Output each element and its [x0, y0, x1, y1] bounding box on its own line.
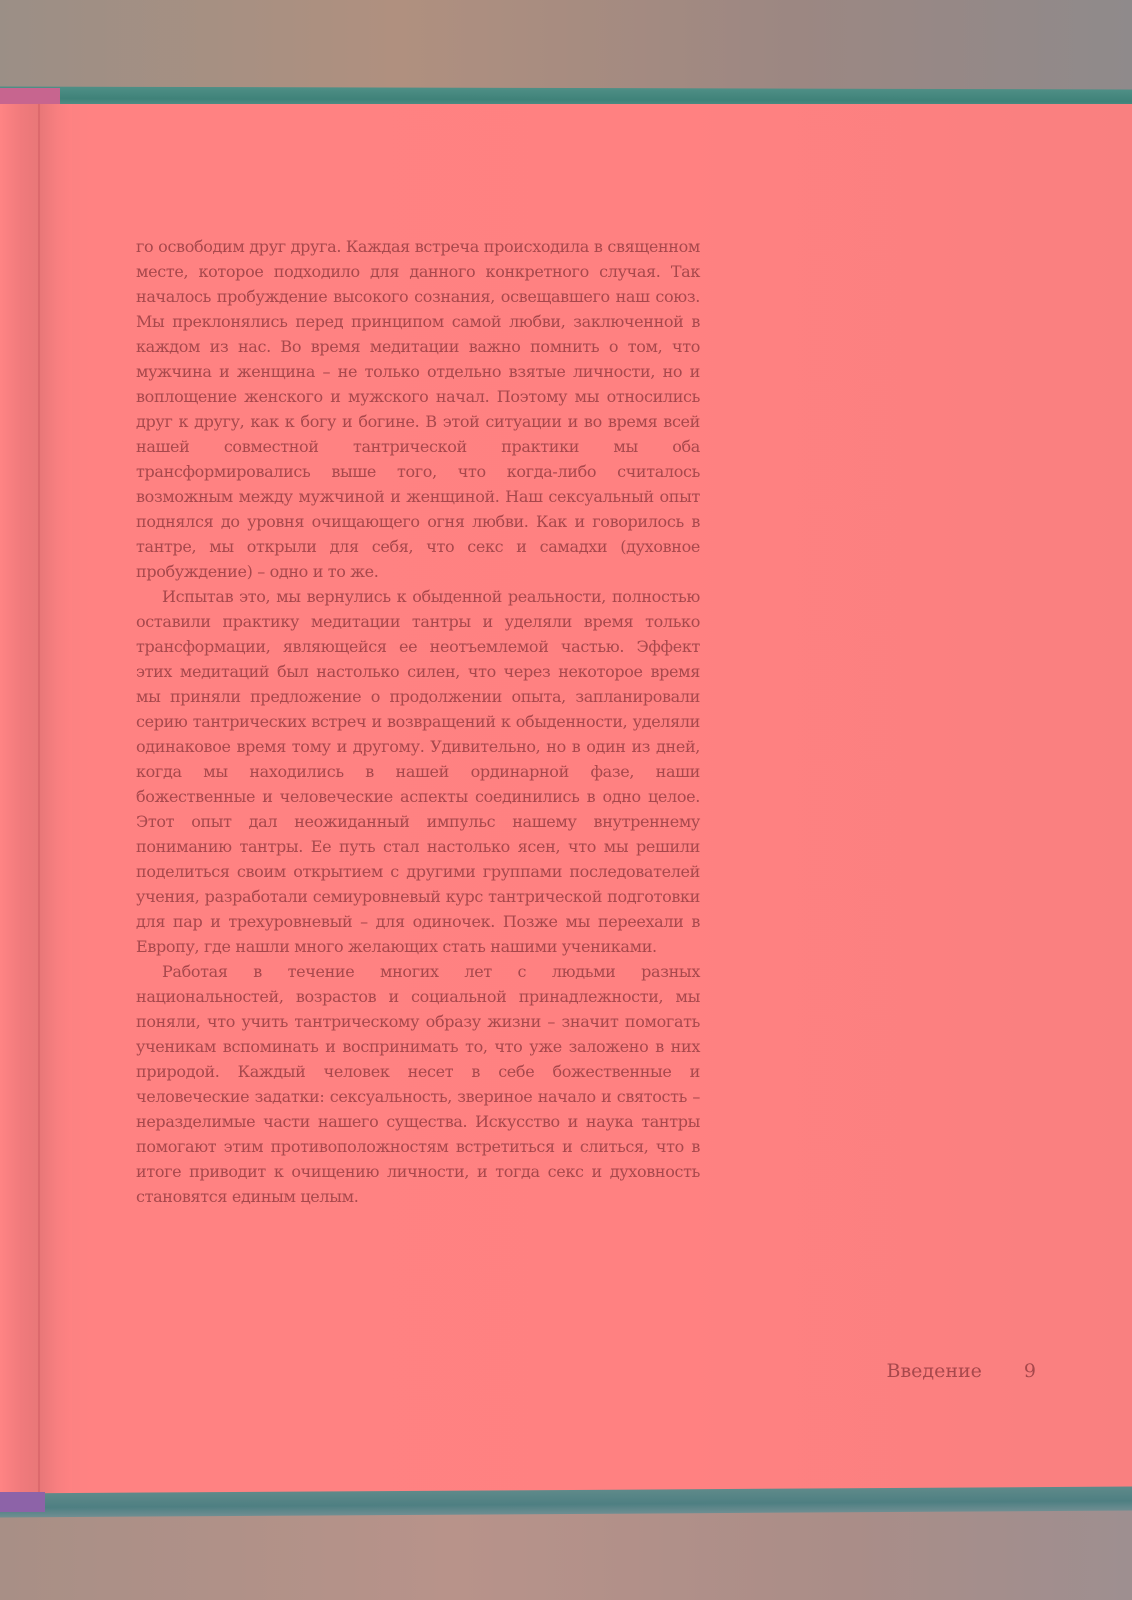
body-text — [136, 234, 700, 1209]
page-number: 9 — [1023, 1360, 1036, 1382]
page-spine-shadow — [0, 104, 72, 1496]
book-page — [0, 104, 1132, 1496]
paragraph-2: Испытав это, мы вернулись к обыденной реальности, полностью оставили практику медитации тантры и уделяли время только трансформации, являющейся ее неотъемлемой частью. Эффект этих медитаций был настолько силен, что через некоторое время мы приняли предложение о продолжении опыта, запланировали серию тантрических встреч и возвращений к обыденности, уделяли одинаковое время тому и другому. Удивительно, но в один из дней, когда мы находились в нашей ординарной фазе, наши божественные и человеческие аспекты соединились в одно целое. Этот опыт дал неожиданный импульс нашему внутреннему пониманию тантры. Ее путь стал настолько ясен, что мы решили поделиться своим открытием с другими группами последователей учения, разработали семиуровневый курс тантрической подготовки для пар и трехуровневый – для одиночек. Позже мы переехали в Европу, где нашли много желающих стать нашими учениками. — [136, 587, 700, 956]
paragraph-3: Работая в течение многих лет с людьми разных национальностей, возрастов и социальной принадлежности, мы поняли, что учить тантрическому образу жизни – значит помогать ученикам вспоминать и воспринимать то, что уже заложено в них природой. Каждый человек несет в себе божественные и человеческие задатки: сексуальность, звериное начало и святость – неразделимые части нашего существа. Искусство и наука тантры помогают этим противоположностям встретиться и слиться, что в итоге приводит к очищению личности, и тогда секс и духовность становятся единым целым. — [136, 962, 700, 1206]
page-footer — [886, 1360, 1036, 1382]
section-title: Введение — [886, 1360, 982, 1382]
paragraph-1: го освободим друг друга. Каждая встреча происходила в священном месте, которое подходило для данного конкретного случая. Так началось пробуждение высокого сознания, освещавшего наш союз. Мы преклонялись перед принципом самой любви, заключенной в каждом из нас. Во время медитации важно помнить о том, что мужчина и женщина – не только отдельно взятые личности, но и воплощение женского и мужского начал. Поэтому мы относились друг к другу, как к богу и богине. В этой ситуации и во время всей нашей совместной тантрической практики мы оба трансформировались выше того, что когда-либо считалось возможным между мужчиной и женщиной. Наш сексуальный опыт поднялся до уровня очищающего огня любви. Как и говорилось в тантре, мы открыли для себя, что секс и самадхи (духовное пробуждение) – одно и то же. — [136, 237, 700, 581]
spine-line — [38, 104, 40, 1496]
scan-background-bottom — [0, 1505, 1132, 1600]
book-edge-bottom-corner — [0, 1492, 45, 1512]
